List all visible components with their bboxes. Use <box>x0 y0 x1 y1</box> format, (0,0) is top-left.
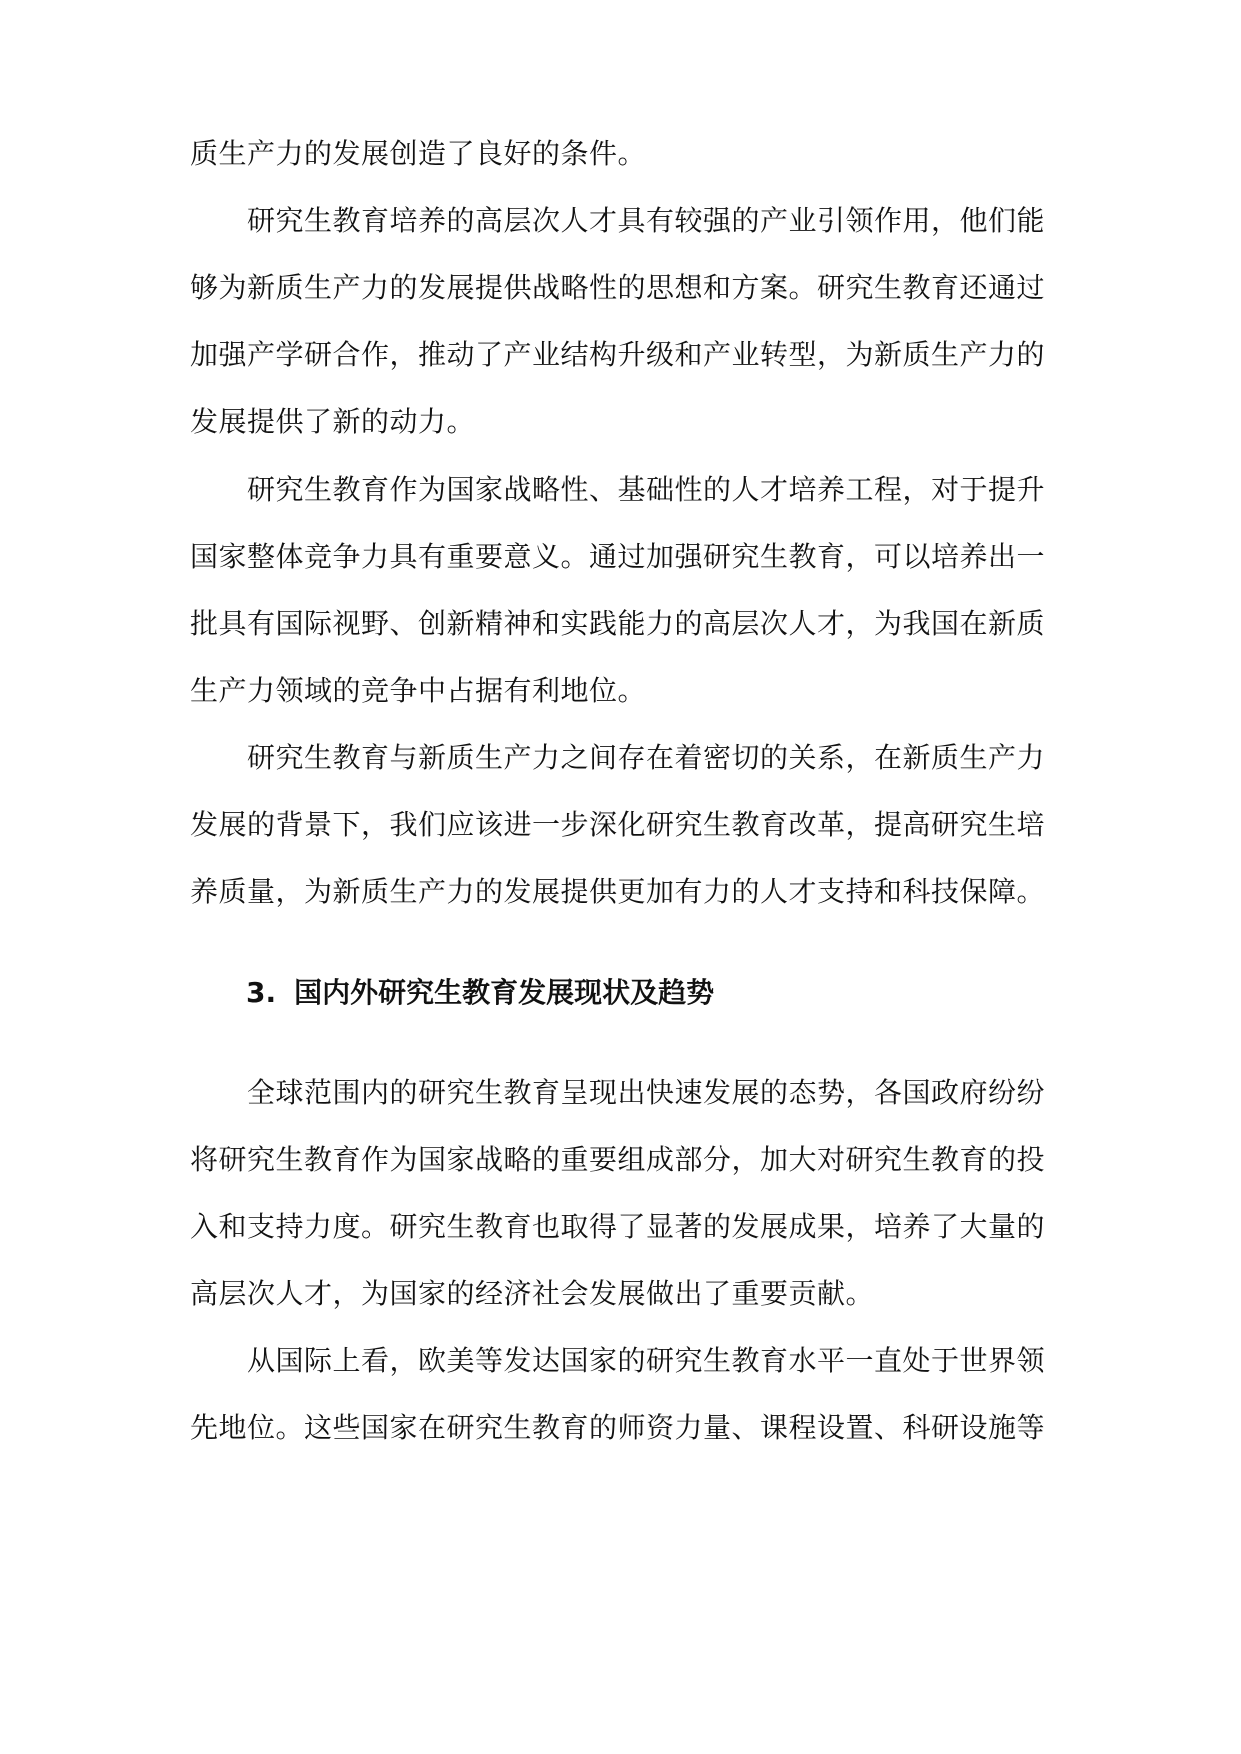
paragraph-line: 全球范围内的研究生教育呈现出快速发展的态势，各国政府纷纷 <box>247 1076 1046 1109</box>
paragraph-line: 将研究生教育作为国家战略的重要组成部分，加大对研究生教育的投 <box>190 1143 1046 1176</box>
paragraph-line: 国家整体竞争力具有重要意义。通过加强研究生教育，可以培养出一 <box>190 540 1046 573</box>
paragraph-line: 入和支持力度。研究生教育也取得了显著的发展成果，培养了大量的 <box>190 1210 1046 1243</box>
paragraph-line: 研究生教育与新质生产力之间存在着密切的关系，在新质生产力 <box>247 741 1046 774</box>
section-heading <box>246 973 714 1013</box>
paragraph-line: 研究生教育作为国家战略性、基础性的人才培养工程，对于提升 <box>247 473 1046 506</box>
paragraph-line: 从国际上看，欧美等发达国家的研究生教育水平一直处于世界领 <box>247 1344 1046 1377</box>
paragraph-line: 批具有国际视野、创新精神和实践能力的高层次人才，为我国在新质 <box>190 607 1046 640</box>
paragraph-line: 先地位。这些国家在研究生教育的师资力量、课程设置、科研设施等 <box>190 1411 1046 1444</box>
paragraph-line: 够为新质生产力的发展提供战略性的思想和方案。研究生教育还通过 <box>190 271 1046 304</box>
paragraph-line: 生产力领域的竞争中占据有利地位。 <box>190 674 647 707</box>
paragraph-line: 质生产力的发展创造了良好的条件。 <box>190 137 647 170</box>
paragraph-line: 高层次人才，为国家的经济社会发展做出了重要贡献。 <box>190 1277 875 1310</box>
paragraph-line: 养质量，为新质生产力的发展提供更加有力的人才支持和科技保障。 <box>190 875 1046 908</box>
paragraph-line: 研究生教育培养的高层次人才具有较强的产业引领作用，他们能 <box>247 204 1046 237</box>
paragraph-line: 发展的背景下，我们应该进一步深化研究生教育改革，提高研究生培 <box>190 808 1046 841</box>
section-title: 国内外研究生教育发展现状及趋势 <box>294 976 715 1009</box>
section-number: 3. <box>246 976 277 1009</box>
paragraph-line: 发展提供了新的动力。 <box>190 405 476 438</box>
paragraph-line: 加强产学研合作，推动了产业结构升级和产业转型，为新质生产力的 <box>190 338 1046 371</box>
